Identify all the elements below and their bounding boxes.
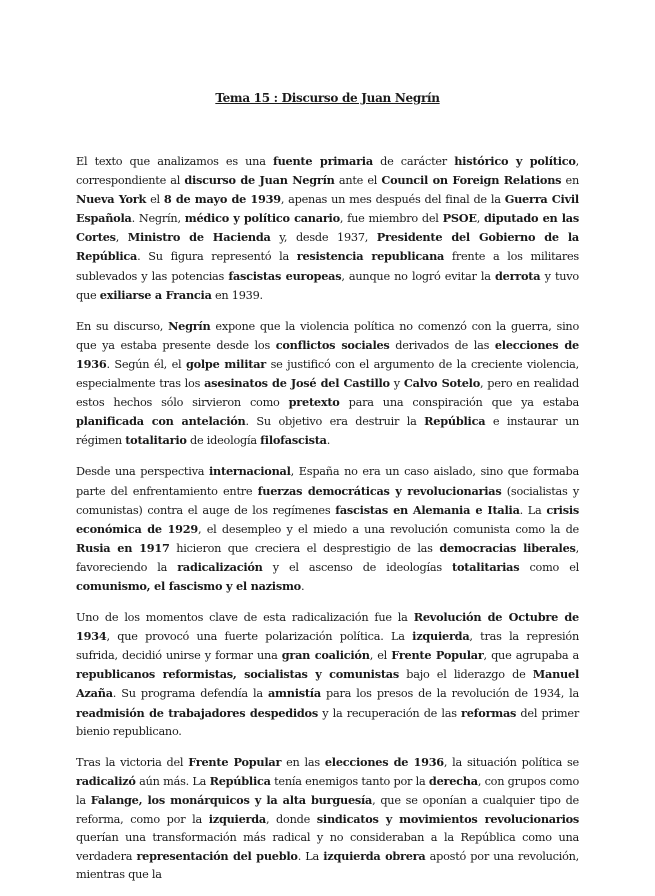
paragraph-1 [76, 152, 579, 305]
bold-text: conflictos sociales [275, 337, 390, 352]
bold-text: Council on Foreign Relations [381, 173, 562, 188]
text-run: y [389, 377, 404, 391]
text-run: expone que la violencia política no comenzó con la guerra, sino que ya estaba presente desde los [76, 319, 580, 352]
paragraph-3 [76, 462, 579, 596]
text-run: En su discurso, [76, 319, 169, 333]
text-run: derivados de las [389, 338, 495, 352]
text-run: en 1939. [211, 288, 263, 302]
bold-text: izquierda [208, 812, 266, 826]
text-run: y, desde 1937, [270, 231, 377, 245]
text-run: Desde una perspectiva [76, 465, 209, 479]
bold-text: histórico y político [454, 154, 576, 168]
text-run: , España no era un caso aislado, sino que formaba parte del enfrentamiento entre [76, 465, 579, 498]
text-run: , favoreciendo la [76, 541, 579, 574]
bold-text: radicalización [177, 559, 263, 574]
bold-text: elecciones de 1936 [76, 337, 579, 371]
bold-text: Alemania e Italia [412, 502, 520, 517]
bold-text: Negrín [168, 318, 211, 333]
bold-text: asesinatos de José del Castillo [204, 376, 390, 391]
bold-text: derrota [495, 268, 541, 283]
text-run: aún más. La [135, 774, 210, 788]
text-run: . La [297, 850, 324, 864]
text-run: Tras la victoria del [76, 755, 189, 769]
text-run: , el desempleo y el miedo a una revolución comunista como la de [198, 522, 579, 536]
text-run: . Su objetivo era destruir la [245, 415, 425, 429]
text-run: e instaurar un régimen [76, 415, 579, 448]
page-title: Tema 15 : Discurso de Juan Negrín [215, 91, 440, 105]
bold-text: 8 de mayo de 1939 [163, 192, 281, 207]
bold-text: izquierda [412, 629, 470, 644]
text-run: . Según él, el [106, 357, 186, 371]
text-run: como el [519, 560, 580, 574]
text-run: , correspondiente al [76, 155, 579, 188]
bold-text: totalitario [125, 433, 187, 448]
text-run: . Negrín, [131, 212, 185, 226]
paragraph-5 [76, 753, 579, 885]
text-run: de ideología [186, 434, 261, 448]
bold-text: fascistas europeas [228, 268, 342, 283]
bold-text: totalitarias [451, 559, 520, 574]
bold-text: República [209, 773, 271, 788]
bold-text: Ministro de Hacienda [127, 230, 271, 245]
bold-text: resistencia republicana [296, 249, 445, 264]
text-run: . La [519, 503, 547, 517]
bold-text: elecciones de 1936 [324, 754, 444, 769]
paragraph-4 [76, 608, 579, 741]
bold-text: Revolución de Octubre de 1934 [76, 610, 579, 644]
text-run: querían una transformación más radical y no consideraban a la República como una verdadera [76, 831, 579, 864]
text-run: , que se oponían a cualquier tipo de reforma, como por la [76, 793, 579, 826]
bold-text: Calvo Sotelo [403, 376, 481, 391]
text-run: , [476, 212, 484, 226]
bold-text: República [424, 414, 486, 429]
bold-text: golpe militar [185, 356, 266, 371]
text-run: , aunque no logró evitar la [341, 269, 496, 283]
bold-text: internacional [208, 464, 291, 479]
text-run: , la situación política se [443, 755, 579, 769]
text-run: . [326, 434, 331, 448]
bold-text: filofascista [260, 433, 327, 448]
bold-text: planificada con antelación [76, 414, 246, 429]
text-run: , fue miembro del [339, 212, 443, 226]
text-run: el [146, 193, 164, 207]
bold-text: comunismo, el fascismo y el nazismo [76, 578, 301, 593]
bold-text: Rusia en 1917 [76, 540, 170, 555]
text-run: para una conspiración que ya estaba [339, 396, 579, 410]
paragraph-2 [76, 317, 579, 451]
bold-text: Falange, los monárquicos y la alta burguesía [90, 792, 373, 807]
text-run: ante el [334, 174, 382, 188]
text-run: , que provocó una fuerte polarización política. La [106, 630, 413, 644]
text-run: . [300, 579, 305, 593]
bold-text: radicalizó [76, 773, 136, 788]
bold-text: médico y político canario [184, 211, 340, 226]
bold-text: diputado en las Cortes [76, 211, 579, 245]
text-run: apostó por una revolución, mientras que la [76, 850, 580, 882]
text-run: , el [369, 649, 392, 663]
text-run: se justificó con el argumento de la creciente violencia, especialmente tras los [76, 357, 580, 391]
bold-text: readmisión de trabajadores despedidos [76, 705, 318, 720]
bold-text: sindicatos y movimientos revolucionarios [316, 812, 580, 826]
text-run: Uno de los momentos clave de esta radicalización fue la [76, 611, 414, 625]
text-run: , pero en realidad estos hechos sólo sirvieron como [76, 377, 579, 410]
text-run: , tras la represión sufrida, decidió unirse y formar una [76, 630, 579, 663]
text-run: y el ascenso de ideologías [262, 560, 452, 574]
text-run: , apenas un mes después del final de la [280, 193, 505, 207]
bold-text: fuente primaria [272, 154, 373, 168]
text-run: (socialistas y comunistas) contra el auge de los regímenes [76, 484, 579, 517]
text-run: en las [281, 755, 325, 769]
bold-text: pretexto [288, 395, 340, 410]
document-body [76, 152, 579, 896]
bold-text: representación del pueblo [136, 849, 298, 864]
text-run: , [115, 231, 128, 245]
text-run: . Su figura representó la [137, 250, 297, 264]
bold-text: reformas [461, 705, 517, 720]
bold-text: derecha [428, 773, 478, 788]
text-run: y tuvo que [76, 269, 579, 302]
text-run: de carácter [372, 155, 455, 168]
bold-text: fuerzas democráticas y revolucionarias [257, 483, 502, 498]
text-run: en [561, 174, 579, 188]
bold-text: Guerra Civil Española [76, 192, 579, 226]
text-run: El texto que analizamos es una [76, 155, 273, 168]
text-run: hicieron que creciera el desprestigio de las [169, 541, 440, 555]
text-run: y la recuperación de las [317, 706, 462, 720]
bold-text: Frente Popular [188, 754, 282, 769]
bold-text: republicanos reformistas, socialistas y comunistas [76, 667, 399, 682]
text-run: bajo el liderazgo de [398, 668, 533, 682]
bold-text: fascistas en [335, 502, 409, 517]
bold-text: gran coalición [281, 648, 370, 663]
bold-text: discurso de Juan Negrín [184, 173, 335, 188]
text-run: del primer bienio republicano. [76, 706, 579, 738]
bold-text: crisis económica de 1929 [76, 502, 579, 536]
text-run: tenía enemigos tanto por la [270, 774, 429, 788]
text-run: frente a los militares sublevados y las potencias [76, 250, 579, 283]
text-run: . Su programa defendía la [112, 687, 268, 701]
bold-text: PSOE [442, 211, 477, 226]
bold-text: amnistía [267, 686, 321, 701]
text-run: , donde [265, 813, 317, 826]
text-run: , con grupos como la [76, 774, 580, 807]
bold-text: Manuel Azaña [76, 667, 579, 701]
bold-text: democracias liberales [439, 540, 576, 555]
bold-text: Presidente del Gobierno de la República [76, 230, 579, 264]
bold-text: Frente Popular [391, 648, 484, 663]
text-run: , que agrupaba a [483, 649, 579, 663]
bold-text: izquierda obrera [323, 849, 426, 864]
bold-text: Nueva York [76, 192, 147, 207]
text-run: para los presos de la revolución de 1934, la [320, 687, 579, 701]
bold-text: exiliarse a Francia [99, 287, 212, 302]
